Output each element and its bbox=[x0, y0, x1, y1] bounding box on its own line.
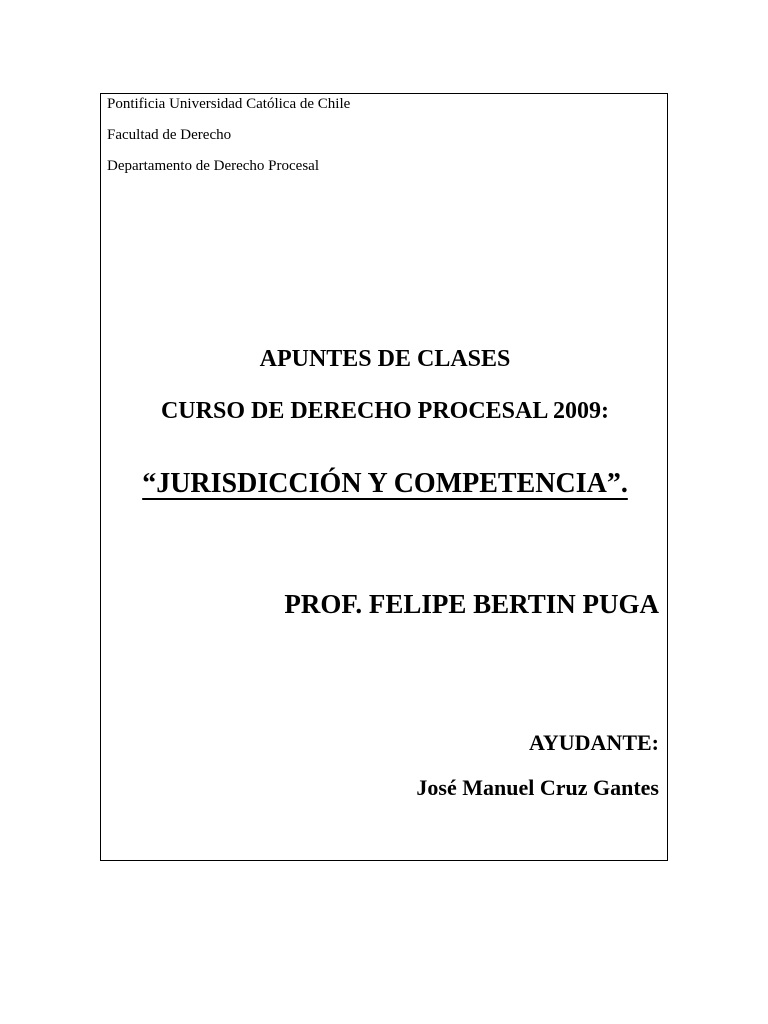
cover-frame bbox=[100, 93, 668, 861]
subject-title-wrapper bbox=[101, 466, 669, 502]
document-title: APUNTES DE CLASES bbox=[259, 346, 511, 372]
university-name: Pontificia Universidad Católica de Chile bbox=[107, 96, 351, 112]
professor-name: PROF. FELIPE BERTIN PUGA bbox=[284, 589, 659, 619]
faculty-name: Facultad de Derecho bbox=[107, 127, 232, 143]
assistant-name: José Manuel Cruz Gantes bbox=[416, 775, 659, 800]
subject-title: “JURISDICCIÓN Y COMPETENCIA”. bbox=[142, 468, 628, 499]
department-name: Departamento de Derecho Procesal bbox=[107, 158, 319, 174]
assistant-label: AYUDANTE: bbox=[529, 730, 659, 755]
course-title: CURSO DE DERECHO PROCESAL 2009: bbox=[160, 398, 610, 424]
